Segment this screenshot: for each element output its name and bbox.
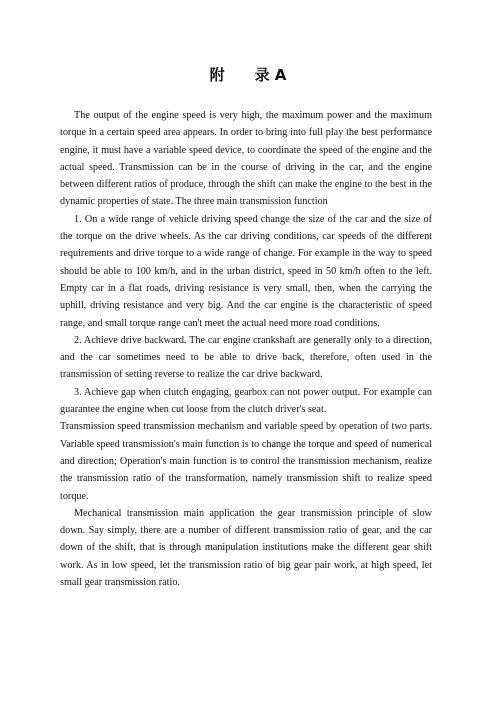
document-body xyxy=(60,107,432,591)
appendix-title: 附 录 A xyxy=(209,66,287,84)
paragraph-mechanism: Transmission speed transmission mechanism and variable speed by operation of two parts. Variable speed transmission's main function is to change the torque and speed of numerical and direction; Operation's main function is to control the transmission mechanism, realize the transmission ratio of the transformation, namely transmission shift to realize speed torque. xyxy=(60,421,432,502)
paragraph-gear-principle: Mechanical transmission main application the gear transmission principle of slow down. Say simply, there are a number of different transmission ratio of gear, and the car down of the shift, that is through manipulation institutions make the different gear shift work. As in low speed, let the transmission ratio of big gear pair work, at high speed, let small gear transmission ratio. xyxy=(60,507,432,589)
paragraph-function-3: 3. Achieve gap when clutch engaging, gearbox can not power output. For example can guarantee the engine when cut loose from the clutch driver's seat. xyxy=(60,386,432,416)
paragraph-intro: The output of the engine speed is very high, the maximum power and the maximum torque in a certain speed area appears. In order to bring into full play the best performance engine, it must have a variable speed device, to coordinate the speed of the engine and the actual speed. Transmission can be in the course of driving in the car, and the engine between different ratios of produce, through the shift can make the engine to the best in the dynamic properties of state. The three main transmission function xyxy=(60,110,432,208)
paragraph-function-1: 1. On a wide range of vehicle driving speed change the size of the car and the size of the torque on the drive wheels. As the car driving conditions, car speeds of the different requirements and drive torque to a wide range of change. For example in the way to speed should be able to 100 km/h, and in the urban district, speed in 50 km/h often to the left. Empty car in a flat roads, driving resistance is very small, then, when the carrying the uphill, driving resistance and very big. And the car engine is the characteristic of speed range, and small torque range can't meet the actual need more road conditions. xyxy=(60,213,432,329)
paragraph-function-2: 2. Achieve drive backward. The car engine crankshaft are generally only to a direction, and the car sometimes need to be able to drive back, therefore, often used in the transmission of setting reverse to realize the car drive backward. xyxy=(60,334,432,381)
